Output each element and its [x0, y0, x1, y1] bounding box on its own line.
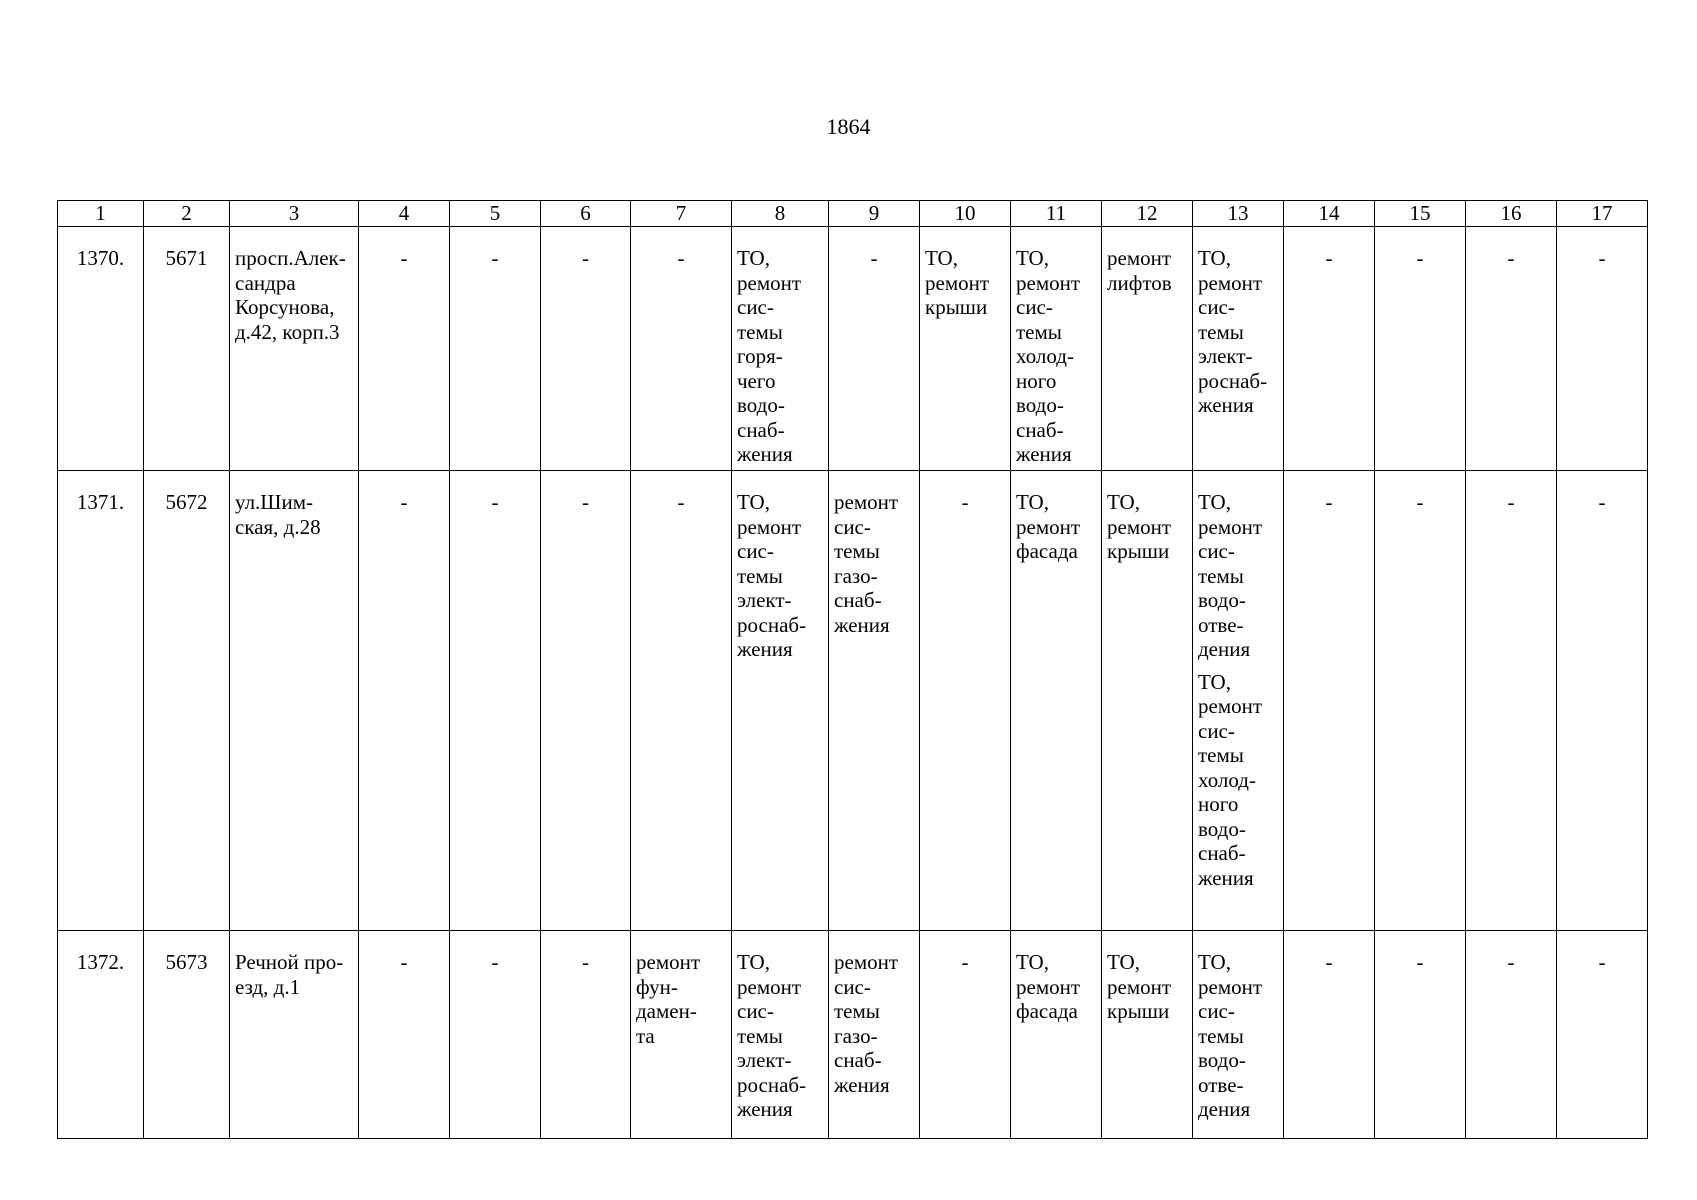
text-line: роснаб- [737, 612, 807, 637]
text-line: роснаб- [737, 1072, 807, 1097]
foundation-work-cell [631, 227, 732, 471]
text-line: водо- [737, 393, 785, 417]
text-line: ремонт [737, 514, 802, 539]
page-number: 1864 [826, 114, 871, 139]
column-number: 2 [144, 201, 230, 227]
text-line: ская, д.28 [235, 514, 321, 539]
text-line: крыши [1107, 999, 1170, 1023]
column-6-cell: - [541, 227, 631, 471]
text-line: ремонт [1107, 974, 1172, 999]
table-row [58, 471, 1648, 931]
text-line: газо- [834, 563, 878, 588]
column-number: 10 [920, 201, 1011, 227]
text-line: водо- [1016, 393, 1064, 417]
text-line: сис- [1198, 539, 1235, 563]
column-10-work-cell [920, 227, 1011, 471]
text-line: - [677, 490, 685, 514]
text-line: дения [1198, 637, 1251, 661]
text-line: жения [834, 612, 890, 637]
column-4-cell: - [359, 931, 450, 1139]
column-14-cell: - [1284, 227, 1375, 471]
column-8-work-cell [732, 471, 829, 931]
column-8-work-cell [732, 227, 829, 471]
column-5-cell: - [450, 931, 541, 1139]
column-17-cell: - [1557, 931, 1648, 1139]
column-number: 1 [58, 201, 144, 227]
column-6-cell: - [541, 471, 631, 931]
column-number: 11 [1011, 201, 1102, 227]
work-entry [1198, 670, 1278, 891]
foundation-work-cell [631, 471, 732, 931]
text-line: ТО, [737, 950, 770, 974]
table-row [58, 931, 1648, 1139]
building-id-cell: 5673 [144, 931, 230, 1139]
column-14-cell: - [1284, 931, 1375, 1139]
text-line: крыши [1107, 539, 1170, 563]
text-line: ТО, [737, 246, 770, 270]
column-10-work-cell [920, 471, 1011, 931]
text-line: снаб- [834, 588, 882, 612]
column-number: 4 [359, 201, 450, 227]
text-line: водо- [1198, 816, 1246, 841]
text-line: езд, д.1 [235, 974, 301, 999]
address-cell [230, 931, 359, 1139]
work-entry [1198, 950, 1278, 1122]
text-line: сис- [1198, 999, 1235, 1023]
text-line: ремонт [1198, 270, 1263, 295]
column-8-work-cell [732, 931, 829, 1139]
column-10-work-cell [920, 931, 1011, 1139]
column-12-work-cell [1102, 227, 1193, 471]
text-line: Корсунова, [235, 295, 335, 319]
text-line: фасада [1016, 539, 1078, 563]
text-line: темы [1198, 743, 1244, 767]
text-line: ремонт [636, 950, 701, 974]
text-line: ТО, [737, 490, 770, 514]
text-line: сис- [737, 295, 774, 319]
column-number: 17 [1557, 201, 1648, 227]
works-table [57, 200, 1648, 1139]
text-line: сис- [834, 514, 871, 539]
text-line: элект- [1198, 344, 1253, 368]
column-12-work-cell [1102, 931, 1193, 1139]
header-row [58, 201, 1648, 227]
column-number: 12 [1102, 201, 1193, 227]
text-line: элект- [737, 588, 792, 612]
text-line: ного [1198, 792, 1239, 816]
text-line: жения [737, 442, 793, 466]
text-line: ремонт [834, 490, 899, 514]
column-17-cell: - [1557, 227, 1648, 471]
column-4-cell: - [359, 471, 450, 931]
text-line: - [961, 950, 969, 974]
text-line: темы [737, 563, 783, 588]
text-line: фун- [636, 974, 678, 999]
text-line: горя- [737, 344, 783, 368]
column-number: 16 [1466, 201, 1557, 227]
column-11-work-cell [1011, 471, 1102, 931]
column-11-work-cell [1011, 931, 1102, 1139]
text-line: сис- [737, 539, 774, 563]
text-line: сис- [737, 999, 774, 1023]
text-line: - [677, 246, 685, 270]
text-line: ТО, [1107, 490, 1140, 514]
text-line: жения [1016, 442, 1072, 466]
column-14-cell: - [1284, 471, 1375, 931]
text-line: роснаб- [1198, 368, 1268, 393]
text-line: отве- [1198, 1072, 1244, 1097]
text-line: снаб- [1016, 417, 1064, 442]
text-line: ремонт [1107, 246, 1172, 270]
text-line: сис- [1198, 718, 1235, 743]
column-number: 15 [1375, 201, 1466, 227]
text-line: темы [834, 999, 880, 1023]
address-cell [230, 471, 359, 931]
text-line: ремонт [1198, 694, 1263, 718]
text-line: темы [1198, 563, 1244, 588]
text-line: снаб- [737, 417, 785, 442]
column-16-cell: - [1466, 471, 1557, 931]
row-number-cell: 1372. [58, 931, 144, 1139]
text-line: ремонт [1198, 514, 1263, 539]
column-13-work-cell [1193, 227, 1284, 471]
column-number: 14 [1284, 201, 1375, 227]
text-line: дения [1198, 1097, 1251, 1121]
text-line: фасада [1016, 999, 1078, 1023]
text-line: ремонт [1107, 514, 1172, 539]
address-cell [230, 227, 359, 471]
text-line: просп.Алек- [235, 246, 346, 270]
table-row [58, 227, 1648, 471]
building-id-cell: 5672 [144, 471, 230, 931]
text-line: ремонт [1016, 974, 1081, 999]
text-line: снаб- [834, 1048, 882, 1072]
column-16-cell: - [1466, 931, 1557, 1139]
text-line: ного [1016, 368, 1057, 393]
text-line: темы [737, 319, 783, 344]
text-line: темы [1016, 319, 1062, 344]
text-line: холод- [1016, 344, 1074, 368]
text-line: дамен- [636, 999, 697, 1023]
column-13-work-cell [1193, 471, 1284, 931]
foundation-work-cell [631, 931, 732, 1139]
text-line: - [870, 246, 878, 270]
column-number: 5 [450, 201, 541, 227]
text-line: ТО, [1016, 246, 1049, 270]
text-line: газо- [834, 1023, 878, 1048]
column-12-work-cell [1102, 471, 1193, 931]
text-line: жения [737, 1097, 793, 1121]
column-9-work-cell [829, 931, 920, 1139]
text-line: жения [737, 637, 793, 661]
text-line: темы [737, 1023, 783, 1048]
table-body [58, 227, 1648, 1139]
column-4-cell: - [359, 227, 450, 471]
column-15-cell: - [1375, 931, 1466, 1139]
text-line: жения [834, 1072, 890, 1097]
text-line: ТО, [1016, 950, 1049, 974]
text-line: темы [1198, 1023, 1244, 1048]
column-15-cell: - [1375, 471, 1466, 931]
text-line: ремонт [1016, 514, 1081, 539]
text-line: ТО, [1198, 950, 1231, 974]
column-5-cell: - [450, 227, 541, 471]
column-number: 3 [230, 201, 359, 227]
text-line: темы [1198, 319, 1244, 344]
column-9-work-cell [829, 471, 920, 931]
text-line: - [961, 490, 969, 514]
column-17-cell: - [1557, 471, 1648, 931]
column-number: 9 [829, 201, 920, 227]
row-number-cell: 1371. [58, 471, 144, 931]
text-line: сис- [1198, 295, 1235, 319]
text-line: та [636, 1023, 655, 1048]
column-6-cell: - [541, 931, 631, 1139]
text-line: чего [737, 368, 776, 393]
column-13-work-cell [1193, 931, 1284, 1139]
text-line: ул.Шим- [235, 490, 314, 514]
text-line: ТО, [1016, 490, 1049, 514]
text-line: ТО, [1107, 950, 1140, 974]
text-line: ремонт [737, 974, 802, 999]
column-16-cell: - [1466, 227, 1557, 471]
column-number: 8 [732, 201, 829, 227]
text-line: водо- [1198, 1048, 1246, 1072]
text-line: отве- [1198, 612, 1244, 637]
row-number-cell: 1370. [58, 227, 144, 471]
text-line: снаб- [1198, 841, 1246, 865]
building-id-cell: 5671 [144, 227, 230, 471]
text-line: ремонт [1016, 270, 1081, 295]
work-entry [1198, 490, 1278, 662]
text-line: ТО, [1198, 246, 1231, 270]
text-line: ТО, [925, 246, 958, 270]
column-9-work-cell [829, 227, 920, 471]
column-5-cell: - [450, 471, 541, 931]
text-line: жения [1198, 865, 1254, 890]
column-number: 13 [1193, 201, 1284, 227]
text-line: водо- [1198, 588, 1246, 612]
text-line: ТО, [1198, 490, 1231, 514]
text-line: элект- [737, 1048, 792, 1072]
text-line: ТО, [1198, 669, 1231, 694]
text-line: темы [834, 539, 880, 563]
text-line: ремонт [834, 950, 899, 974]
text-line: ремонт [925, 270, 990, 295]
column-11-work-cell [1011, 227, 1102, 471]
column-15-cell: - [1375, 227, 1466, 471]
text-line: холод- [1198, 767, 1256, 792]
column-number: 6 [541, 201, 631, 227]
work-entry [1198, 246, 1278, 418]
text-line: сандра [235, 270, 296, 295]
text-line: сис- [1016, 295, 1053, 319]
column-number: 7 [631, 201, 732, 227]
text-line: Речной про- [235, 950, 344, 974]
text-line: ремонт [1198, 974, 1263, 999]
text-line: сис- [834, 974, 871, 999]
text-line: ремонт [737, 270, 802, 295]
text-line: жения [1198, 393, 1254, 417]
text-line: д.42, корп.3 [235, 319, 340, 344]
text-line: крыши [925, 295, 988, 319]
text-line: лифтов [1107, 270, 1172, 295]
